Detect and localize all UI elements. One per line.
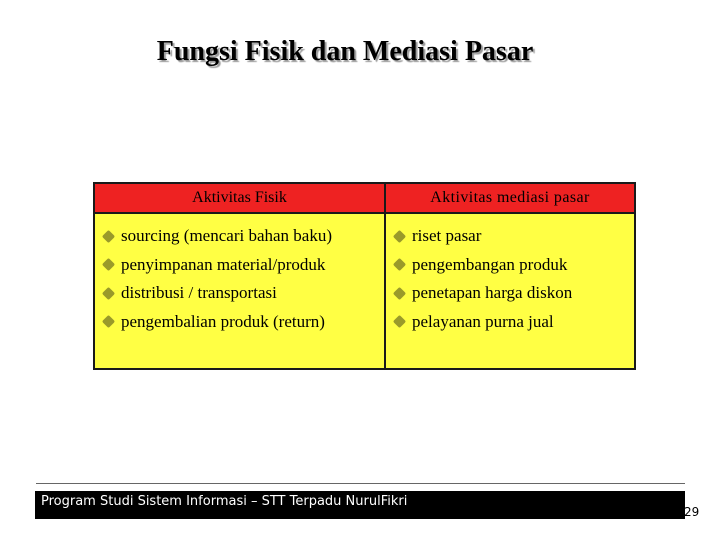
list-item-text: penetapan harga diskon xyxy=(412,283,573,303)
diamond-bullet-icon xyxy=(102,230,115,243)
slide-title: Fungsi Fisik dan Mediasi Pasar xyxy=(156,36,534,67)
diamond-bullet-icon xyxy=(102,287,115,300)
diamond-bullet-icon xyxy=(393,258,406,271)
list-item xyxy=(394,251,634,280)
list-item-text: penyimpanan material/produk xyxy=(121,254,326,274)
list-item-text: pelayanan purna jual xyxy=(412,311,554,331)
diamond-bullet-icon xyxy=(393,230,406,243)
page-number: 29 xyxy=(684,505,700,519)
list-item xyxy=(394,308,634,337)
market-mediation-header: Aktivitas mediasi pasar xyxy=(386,184,634,214)
list-item-text: pengembangan produk xyxy=(412,254,568,274)
diamond-bullet-icon xyxy=(393,287,406,300)
list-item-text: distribusi / transportasi xyxy=(121,283,277,303)
market-mediation-list xyxy=(386,214,634,336)
footer-text: Program Studi Sistem Informasi – STT Terpadu NurulFikri xyxy=(41,494,408,509)
diamond-bullet-icon xyxy=(102,315,115,328)
footer-bar xyxy=(35,491,685,519)
diamond-bullet-icon xyxy=(102,258,115,271)
list-item xyxy=(103,308,384,337)
physical-activities-column xyxy=(95,184,386,368)
list-item xyxy=(394,279,634,308)
list-item xyxy=(394,222,634,251)
list-item-text: riset pasar xyxy=(412,226,482,246)
list-item xyxy=(103,222,384,251)
physical-activities-header: Aktivitas Fisik xyxy=(95,184,384,214)
activities-table xyxy=(93,182,636,370)
footer-divider xyxy=(36,483,685,484)
list-item-text: pengembalian produk (return) xyxy=(121,311,325,331)
list-item xyxy=(103,251,384,280)
list-item-text: sourcing (mencari bahan baku) xyxy=(121,226,332,246)
market-mediation-column xyxy=(386,184,634,368)
diamond-bullet-icon xyxy=(393,315,406,328)
physical-activities-list xyxy=(95,214,384,336)
list-item xyxy=(103,279,384,308)
